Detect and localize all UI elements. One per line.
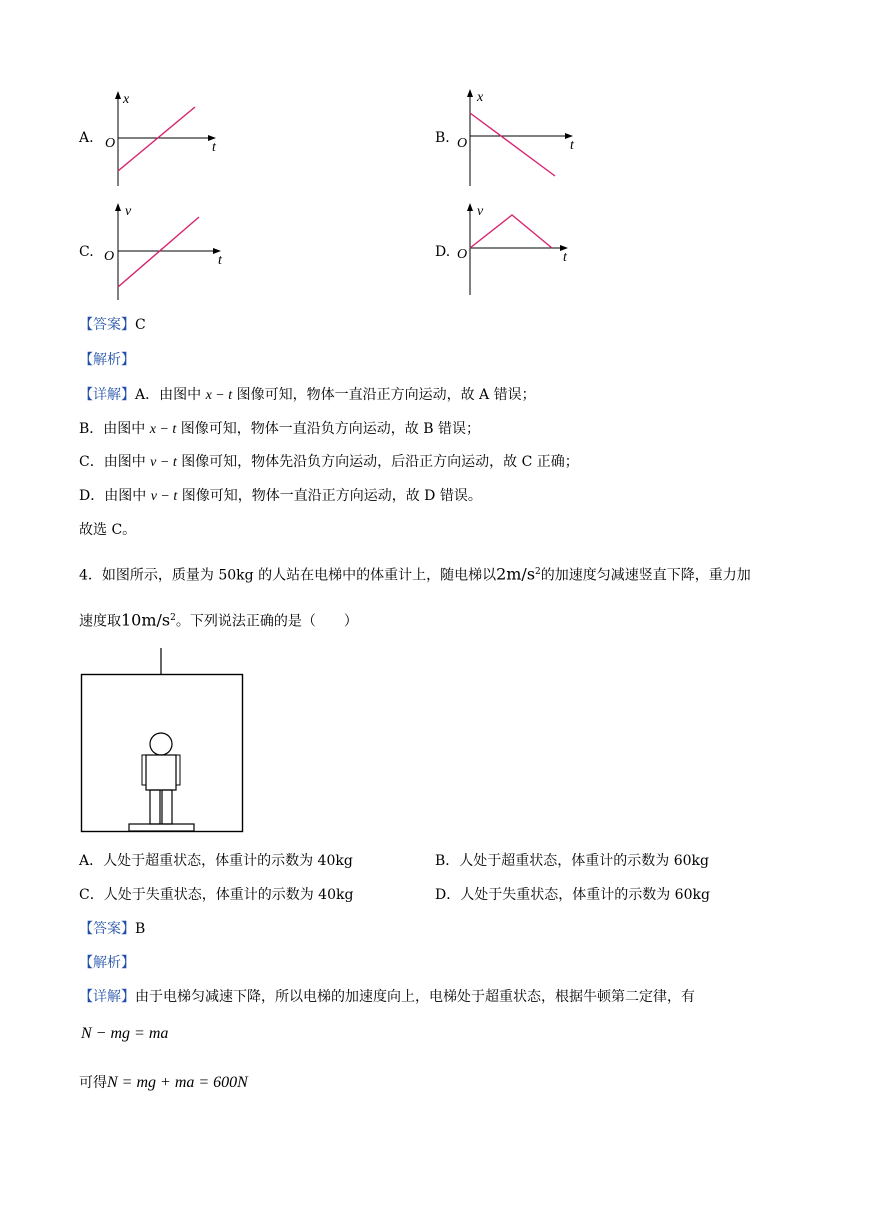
q4-stem-line2: 速度取$10m/s^2$。下列说法正确的是（ ） [79,610,358,630]
graph-d-y-label: v [477,204,484,219]
q4-analysis-tag: 【解析】 [79,955,135,971]
graph-a-y-label: x [123,92,130,107]
q3-answer-tag: 【答案】 [79,317,135,333]
q4-answer-value: B [135,921,146,937]
graph-a-y-arrow [115,91,121,99]
q3-analysis-tag: 【解析】 [79,352,135,368]
option-d-label: D. [435,244,451,260]
q4-option-a: A．人处于超重状态，体重计的示数为 40kg [79,853,353,869]
q4-equation-1: N − mg = ma [81,1025,169,1042]
option-a-label: A. [79,130,94,146]
graph-d-line [470,215,552,248]
weighing-scale [129,824,194,831]
q4-equation-2: 可得N = mg + ma = 600N [79,1074,248,1091]
graph-b-y-arrow [467,89,473,97]
q3-conclusion: 故选 C。 [79,522,137,538]
person-right-arm [176,755,180,785]
q3-detail-line3: C．由图中 v − t 图像可知，物体先沿负方向运动，后沿正方向运动，故 C 正确； [79,454,579,470]
q4-option-c: C．人处于失重状态，体重计的示数为 40kg [79,887,354,903]
graph-c-x-label: t [218,253,222,268]
q4-detail-tag: 【详解】 [79,989,135,1005]
graph-b-origin: O [457,136,468,151]
q3-answer-value: C [135,317,146,333]
option-b-label: B. [435,130,450,146]
graph-d-x-label: t [563,250,567,265]
q3-answer [79,315,146,335]
person-right-leg [162,790,172,824]
q4-detail: 【详解】由于电梯匀减速下降，所以电梯的加速度向上，电梯处于超重状态，根据牛顿第二定律，有 [79,989,695,1005]
person-left-leg [150,790,160,824]
graph-c-line [118,217,199,287]
graph-b-y-label: x [477,90,484,105]
graph-c-origin: O [104,249,115,264]
q3-detail-line4: D．由图中 v − t 图像可知，物体一直沿正方向运动，故 D 错误。 [79,488,482,504]
person-torso [146,755,176,790]
graph-d-v-t [455,200,585,300]
graph-c-y-label: v [125,204,132,219]
graph-b-x-t [455,86,585,186]
q3-detail-tag: 【详解】 [79,387,135,403]
q3-detail-line1: 【详解】A．由图中 x − t 图像可知，物体一直沿正方向运动，故 A 错误； [79,387,536,403]
person-left-arm [142,755,146,785]
graph-a-x-t [100,88,230,188]
graph-d-y-arrow [467,203,473,211]
graph-a-line [118,107,195,171]
graph-c-v-t [100,200,230,302]
q4-option-b: B．人处于超重状态，体重计的示数为 60kg [435,853,709,869]
graph-b-line [470,113,555,176]
graph-a-origin: O [105,136,116,151]
q4-option-d: D．人处于失重状态，体重计的示数为 60kg [435,887,710,903]
graph-a-x-label: t [212,140,216,155]
q4-answer-tag: 【答案】 [79,921,135,937]
q4-g: 10m/s [121,610,171,630]
q4-answer [79,919,145,939]
elevator-figure [80,648,246,834]
option-c-label: C. [79,244,94,260]
q4-stem-line1: 4．如图所示，质量为 50kg 的人站在电梯中的体重计上，随电梯以$2m/s^2$的加速度匀减速竖直下降，重力加 [79,564,751,584]
graph-b-x-label: t [570,138,574,153]
person-head [150,733,172,755]
q4-accel: 2m/s [496,564,536,584]
q3-detail-line2: B．由图中 x − t 图像可知，物体一直沿负方向运动，故 B 错误； [79,421,480,437]
graph-d-origin: O [457,247,468,262]
graph-c-y-arrow [115,203,121,211]
